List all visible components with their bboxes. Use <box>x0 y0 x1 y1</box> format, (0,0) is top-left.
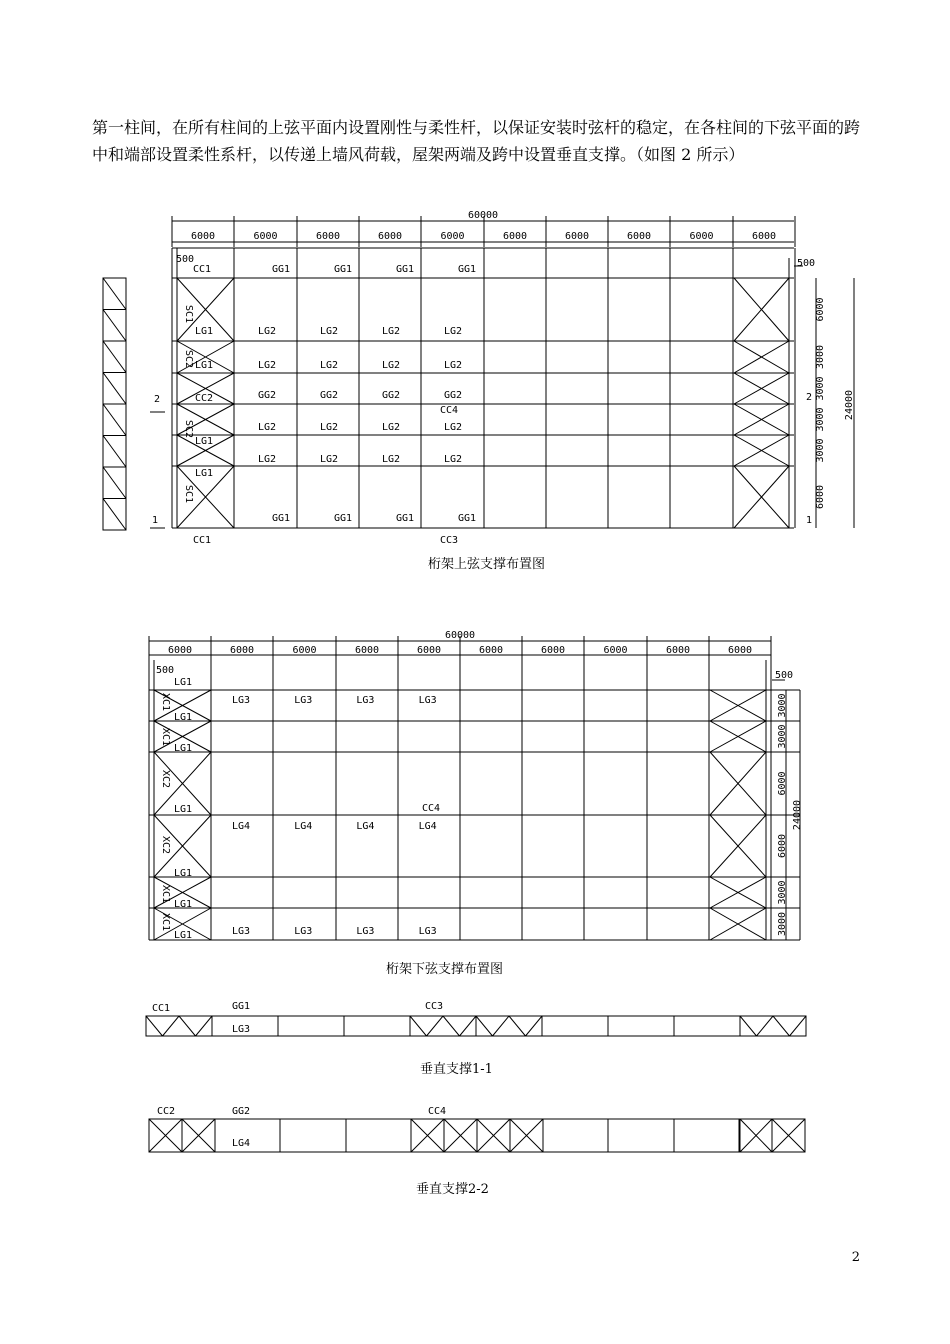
dim-total: 60000 <box>467 210 499 221</box>
dim-bay: 6000 <box>502 231 528 242</box>
v-brace <box>476 1016 493 1036</box>
v-brace <box>460 1016 477 1036</box>
label-lg2: LG2 <box>320 360 339 371</box>
section-mark: 1 <box>806 515 813 526</box>
dim-side: 6000 <box>777 771 788 796</box>
dim-side: 6000 <box>777 833 788 859</box>
label-cc1: CC1 <box>152 1003 171 1014</box>
label-lg4: LG4 <box>294 821 313 832</box>
caption-section-1: 垂直支撑1-1 <box>420 1062 493 1077</box>
label-lg2: LG2 <box>444 326 463 337</box>
label-lg4: LG4 <box>232 1138 251 1149</box>
label-lg2: LG2 <box>444 454 463 465</box>
caption-top-plan: 桁架上弦支撑布置图 <box>428 557 546 572</box>
dim-bay: 6000 <box>440 231 465 242</box>
v-brace <box>179 1016 196 1036</box>
dim-side: 3000 <box>815 376 826 401</box>
label-cc4: CC4 <box>428 1106 447 1117</box>
label-lg2: LG2 <box>382 454 401 465</box>
label-xc2: XC2 <box>160 836 171 855</box>
label-lg3: LG3 <box>356 695 375 706</box>
v-brace <box>757 1016 774 1036</box>
label-lg3-bottom: LG3 <box>356 926 375 937</box>
truss-web <box>103 467 126 499</box>
truss-web <box>103 499 126 531</box>
label-lg2: LG2 <box>258 326 277 337</box>
dim-bay: 6000 <box>292 645 317 656</box>
label-lg4: LG4 <box>418 821 437 832</box>
label-lg2: LG2 <box>258 360 277 371</box>
truss-web <box>103 436 126 468</box>
label-lg2: LG2 <box>382 360 401 371</box>
dim-bay: 6000 <box>167 645 193 656</box>
truss-web <box>103 310 126 342</box>
dim-side: 3000 <box>777 693 788 718</box>
v-brace <box>740 1016 757 1036</box>
label-col1: LG1 <box>174 743 193 754</box>
dim-bay: 6000 <box>253 231 278 242</box>
label-xc1: XC1 <box>160 885 171 904</box>
label-lg2: LG2 <box>382 422 401 433</box>
dim-edge-left: 500 <box>156 665 175 676</box>
section-mark: 1 <box>152 515 159 526</box>
label-lg3-bottom: LG3 <box>418 926 437 937</box>
label-cc1: CC1 <box>193 264 212 275</box>
label-gg2: GG2 <box>382 390 401 401</box>
dim-bay: 6000 <box>377 231 403 242</box>
label-col1: LG1 <box>195 468 214 479</box>
v-brace <box>493 1016 510 1036</box>
label-sc2: SC2 <box>183 420 194 439</box>
dim-bay: 6000 <box>229 645 255 656</box>
v-brace <box>773 1016 790 1036</box>
v-brace <box>790 1016 807 1036</box>
page-number: 2 <box>851 1250 860 1265</box>
v-brace <box>146 1016 163 1036</box>
truss-web <box>103 404 126 436</box>
label-col1: LG1 <box>174 712 193 723</box>
dim-edge-left: 500 <box>176 254 195 265</box>
label-gg1: GG1 <box>458 264 477 275</box>
section-mark: 2 <box>154 394 161 405</box>
dim-bay: 6000 <box>564 231 590 242</box>
dim-side: 6000 <box>815 484 826 510</box>
dim-bay: 6000 <box>689 231 714 242</box>
label-gg2: GG2 <box>232 1106 251 1117</box>
label-gg1: GG1 <box>396 264 415 275</box>
caption-bottom-plan: 桁架下弦支撑布置图 <box>386 962 504 977</box>
label-lg3-bottom: LG3 <box>294 926 313 937</box>
dim-bay: 6000 <box>727 645 753 656</box>
truss-web <box>103 373 126 405</box>
dim-width: 24000 <box>792 799 803 831</box>
label-lg2: LG2 <box>382 326 401 337</box>
label-lg2: LG2 <box>320 454 339 465</box>
label-lg4: LG4 <box>232 821 251 832</box>
caption-section-2: 垂直支撑2-2 <box>416 1182 489 1197</box>
dim-width: 24000 <box>844 389 855 421</box>
section-mark: 2 <box>806 392 813 403</box>
label-xc1: XC1 <box>160 728 171 747</box>
label-gg1: GG1 <box>232 1001 251 1012</box>
dim-bay: 6000 <box>665 645 691 656</box>
label-cc2: CC2 <box>157 1106 176 1117</box>
label-lg3: LG3 <box>294 695 313 706</box>
label-cc1-below: CC1 <box>193 535 212 546</box>
label-gg1-bottom: GG1 <box>334 513 353 524</box>
dim-bay: 6000 <box>354 645 380 656</box>
dim-bay: 6000 <box>416 645 442 656</box>
dim-bay: 6000 <box>540 645 566 656</box>
v-brace <box>509 1016 526 1036</box>
v-brace <box>427 1016 444 1036</box>
label-col1: LG1 <box>195 360 214 371</box>
v-brace <box>410 1016 427 1036</box>
v-brace <box>163 1016 180 1036</box>
label-gg2: GG2 <box>320 390 339 401</box>
label-gg2: GG2 <box>258 390 277 401</box>
v-brace <box>443 1016 460 1036</box>
label-sc1: SC1 <box>183 485 194 504</box>
label-col1: LG1 <box>195 326 214 337</box>
dim-edge-text: 500 <box>775 670 794 681</box>
label-col1: LG1 <box>174 930 193 941</box>
truss-web <box>103 341 126 373</box>
label-sc1: SC1 <box>183 305 194 324</box>
dim-edge-text: 500 <box>797 258 816 269</box>
label-cc4: CC4 <box>440 405 459 416</box>
label-col1: CC2 <box>195 393 214 404</box>
label-gg1: GG1 <box>272 264 291 275</box>
truss-web <box>103 278 126 310</box>
label-gg1-bottom: GG1 <box>458 513 477 524</box>
label-lg2: LG2 <box>320 422 339 433</box>
label-col1: LG1 <box>174 804 193 815</box>
label-lg3: LG3 <box>232 1024 251 1035</box>
v-brace <box>526 1016 543 1036</box>
dim-bay: 6000 <box>190 231 216 242</box>
label-lg2: LG2 <box>258 422 277 433</box>
label-xc2: XC2 <box>160 770 171 789</box>
label-col1: LG1 <box>195 436 214 447</box>
dim-side: 3000 <box>777 911 788 937</box>
label-lg3-bottom: LG3 <box>232 926 251 937</box>
label-gg1: GG1 <box>334 264 353 275</box>
label-lg2: LG2 <box>444 360 463 371</box>
label-col1: LG1 <box>174 868 193 879</box>
dim-side: 3000 <box>815 407 826 432</box>
dim-bay: 6000 <box>603 645 628 656</box>
label-cc3: CC3 <box>440 535 459 546</box>
dim-side: 3000 <box>815 438 826 463</box>
label-gg1-bottom: GG1 <box>396 513 415 524</box>
dim-side: 6000 <box>815 297 826 322</box>
label-col1: LG1 <box>174 899 193 910</box>
dim-bay: 6000 <box>751 231 777 242</box>
label-lg3: LG3 <box>418 695 437 706</box>
v-brace <box>196 1016 213 1036</box>
label-xc1: XC1 <box>160 693 171 712</box>
label-col1: LG1 <box>174 677 193 688</box>
label-xc1: XC1 <box>160 913 171 932</box>
dim-bay: 6000 <box>478 645 504 656</box>
label-sc2: SC2 <box>183 350 194 369</box>
label-lg4: LG4 <box>356 821 375 832</box>
label-lg3: LG3 <box>232 695 251 706</box>
label-gg2: GG2 <box>444 390 463 401</box>
label-cc3: CC3 <box>425 1001 444 1012</box>
dim-side: 3000 <box>777 880 788 905</box>
dim-bay: 6000 <box>626 231 652 242</box>
dim-bay: 6000 <box>315 231 341 242</box>
dim-side: 3000 <box>777 724 788 749</box>
label-lg2: LG2 <box>258 454 277 465</box>
dim-side: 3000 <box>815 344 826 370</box>
label-lg2: LG2 <box>444 422 463 433</box>
dim-total: 60000 <box>444 630 476 641</box>
label-gg1-bottom: GG1 <box>272 513 291 524</box>
label-lg2: LG2 <box>320 326 339 337</box>
label-cc4: CC4 <box>422 803 441 814</box>
body-paragraph: 第一柱间，在所有柱间的上弦平面内设置刚性与柔性杆，以保证安装时弦杆的稳定，在各柱间的下弦平面的跨中和端部设置柔性系杆，以传递上墙风荷载，屋架两端及跨中设置垂直支撑。（如图 2 所示） <box>92 118 861 164</box>
